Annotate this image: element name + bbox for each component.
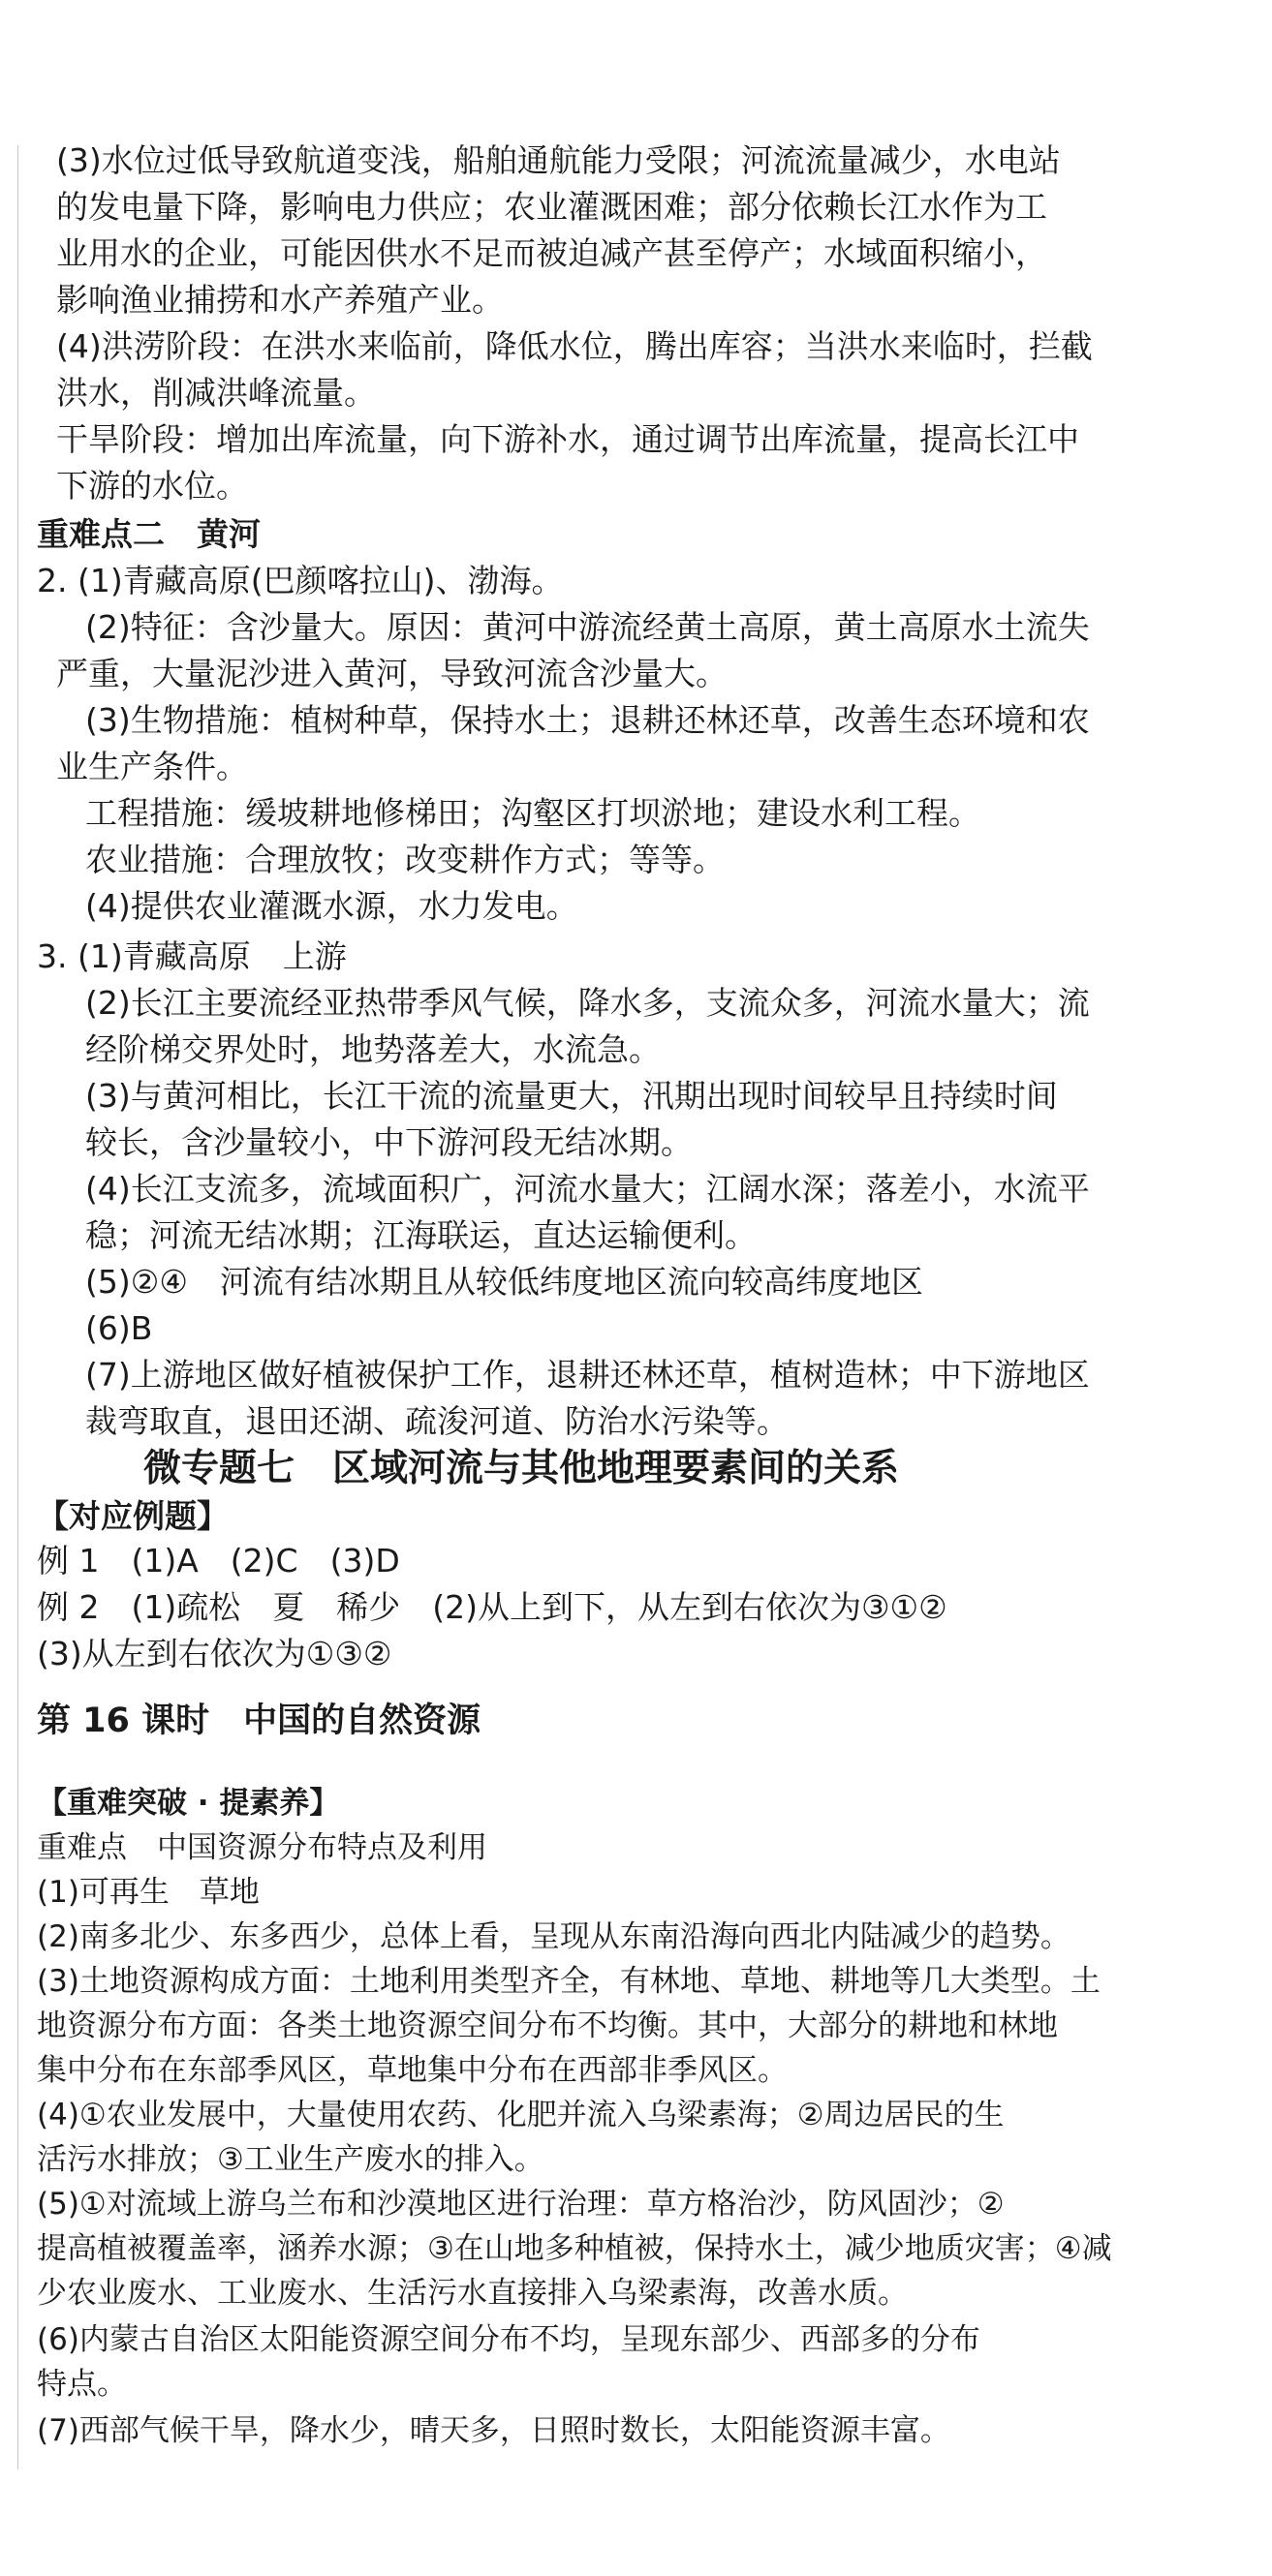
section-heading: 重难点二 黄河	[37, 515, 261, 553]
text-line: 下游的水位。	[56, 467, 248, 505]
text-line: 特点。	[37, 2367, 127, 2402]
text-line: 提高植被覆盖率，涵养水源；③在山地多种植被，保持水土，减少地质灾害；④减	[37, 2231, 1112, 2266]
text-line: 农业措施：合理放牧；改变耕作方式；等等。	[85, 841, 725, 878]
text-line: 工程措施：缓坡耕地修梯田；沟壑区打坝淤地；建设水利工程。	[85, 794, 980, 832]
text-line: 业生产条件。	[56, 748, 248, 785]
text-line: 干旱阶段：增加出库流量，向下游补水，通过调节出库流量，提高长江中	[56, 420, 1079, 458]
text-line: (3)水位过低导致航道变浅，船舶通航能力受限；河流流量减少，水电站	[56, 141, 1061, 179]
key-point-heading: 重难点 中国资源分布特点及利用	[37, 1830, 487, 1865]
lesson-title: 第 16 课时 中国的自然资源	[37, 1702, 481, 1740]
text-line: (5)①对流域上游乌兰布和沙漠地区进行治理：草方格治沙，防风固沙；②	[37, 2187, 1005, 2222]
text-line: 地资源分布方面：各类土地资源空间分布不均衡。其中，大部分的耕地和林地	[37, 2009, 1058, 2043]
text-line: 严重，大量泥沙进入黄河，导致河流含沙量大。	[56, 655, 728, 692]
text-line: 经阶梯交界处时，地势落差大，水流急。	[85, 1030, 661, 1068]
text-line: (1)可再生 草地	[37, 1875, 260, 1910]
breakthrough-heading: 【重难突破 · 提素养】	[37, 1786, 340, 1821]
text-line: (4)①农业发展中，大量使用农药、化肥并流入乌梁素海；②周边居民的生	[37, 2098, 1005, 2132]
text-line: 较长，含沙量较小，中下游河段无结冰期。	[85, 1123, 693, 1161]
text-line: (4)洪涝阶段：在洪水来临前，降低水位，腾出库容；当洪水来临时，拦截	[56, 327, 1093, 365]
text-line: 洪水，削减洪峰流量。	[56, 374, 376, 412]
text-line: (2)南多北少、东多西少，总体上看，呈现从东南沿海向西北内陆减少的趋势。	[37, 1919, 1070, 1954]
text-line: 影响渔业捕捞和水产养殖产业。	[56, 281, 504, 319]
text-line: 少农业废水、工业废水、生活污水直接排入乌梁素海，改善水质。	[37, 2276, 908, 2311]
text-line: (3)土地资源构成方面：土地利用类型齐全，有林地、草地、耕地等几大类型。土	[37, 1964, 1101, 1999]
text-line: (4)长江支流多，流域面积广，河流水量大；江阔水深；落差小，水流平	[85, 1170, 1090, 1208]
text-line: 业用水的企业，可能因供水不足而被迫减产甚至停产；水域面积缩小，	[56, 234, 1047, 272]
example-line: (3)从左到右依次为①③②	[37, 1635, 392, 1672]
example-line: 例 1 (1)A (2)C (3)D	[37, 1542, 400, 1579]
text-line: (2)长江主要流经亚热带季风气候，降水多，支流众多，河流水量大；流	[85, 984, 1090, 1022]
margin-rule	[17, 145, 18, 2469]
text-line: 活污水排放；③工业生产废水的排入。	[37, 2142, 544, 2177]
text-line: (3)与黄河相比，长江干流的流量更大，汛期出现时间较早且持续时间	[85, 1077, 1058, 1115]
text-line: (5)②④ 河流有结冰期且从较低纬度地区流向较高纬度地区	[85, 1263, 923, 1301]
text-line: 裁弯取直，退田还湖、疏浚河道、防治水污染等。	[85, 1402, 789, 1440]
text-line: (6)B	[85, 1309, 153, 1347]
text-line: (3)生物措施：植树种草，保持水土；退耕还林还草，改善生态环境和农	[85, 701, 1090, 739]
text-line: 3. (1)青藏高原 上游	[37, 937, 347, 975]
text-line: 稳；河流无结冰期；江海联运，直达运输便利。	[85, 1216, 757, 1254]
text-line: (2)特征：含沙量大。原因：黄河中游流经黄土高原，黄土高原水土流失	[85, 608, 1090, 646]
text-line: (7)上游地区做好植被保护工作，退耕还林还草，植树造林；中下游地区	[85, 1356, 1090, 1394]
text-line: 集中分布在东部季风区，草地集中分布在西部非季风区。	[37, 2053, 788, 2088]
text-line: (4)提供农业灌溉水源，水力发电。	[85, 887, 578, 925]
text-line: (7)西部气候干旱，降水少，晴天多，日照时数长，太阳能资源丰富。	[37, 2413, 950, 2448]
text-line: 2. (1)青藏高原(巴颜喀拉山)、渤海。	[37, 562, 564, 599]
example-line: 例 2 (1)疏松 夏 稀少 (2)从上到下，从左到右依次为③①②	[37, 1588, 947, 1626]
micro-topic-title: 微专题七 区域河流与其他地理要素间的关系	[143, 1447, 900, 1490]
text-line: (6)内蒙古自治区太阳能资源空间分布不均，呈现东部少、西部多的分布	[37, 2322, 980, 2357]
text-line: 的发电量下降，影响电力供应；农业灌溉困难；部分依赖长江水作为工	[56, 188, 1047, 226]
examples-heading: 【对应例题】	[37, 1497, 229, 1535]
